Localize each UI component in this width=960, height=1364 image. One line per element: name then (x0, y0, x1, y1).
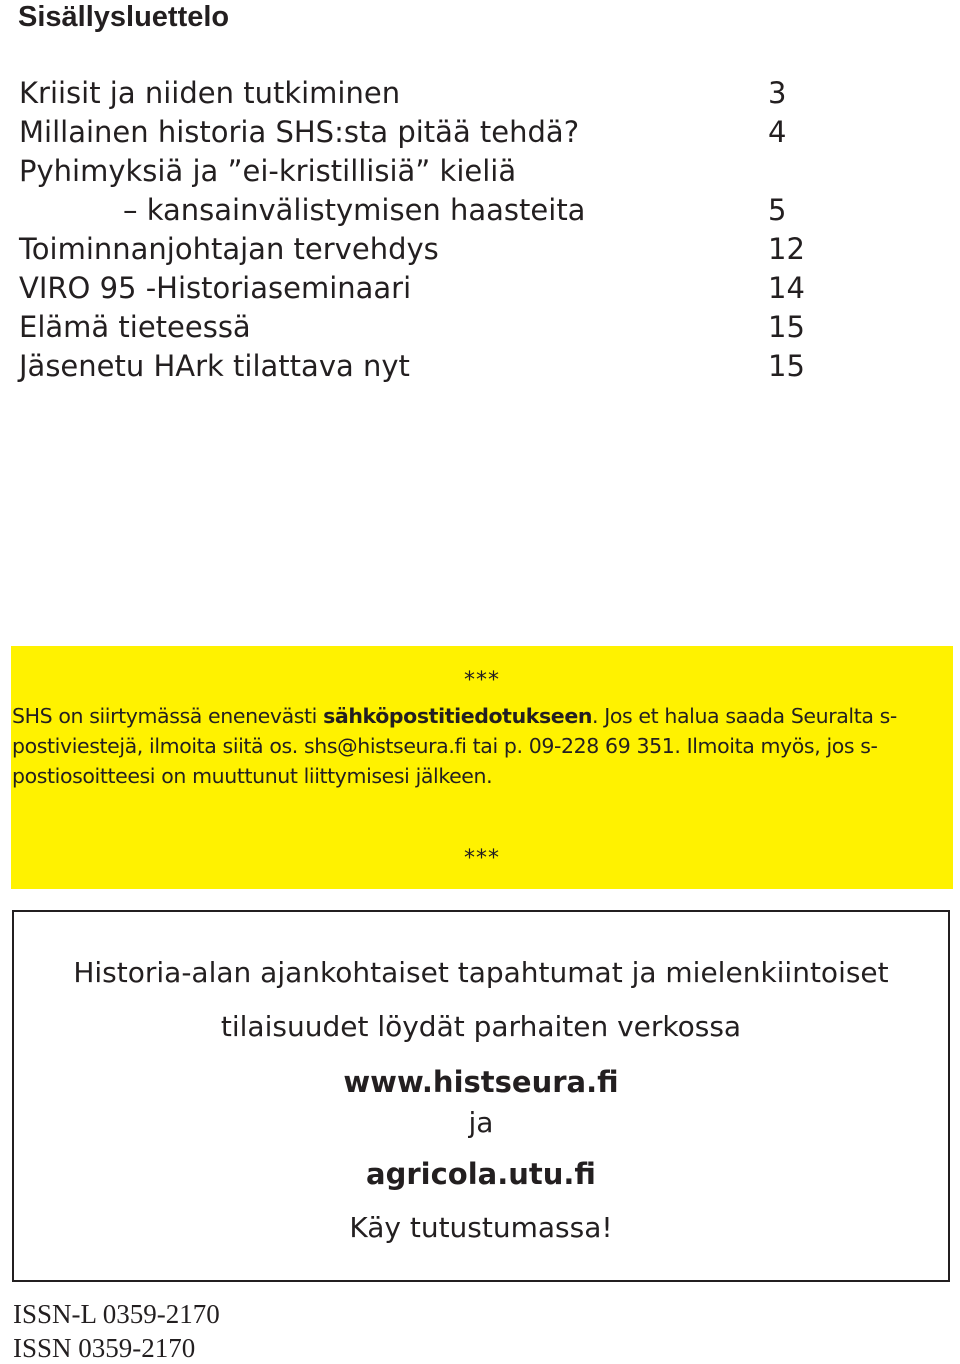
notice-text-start: SHS on siirtymässä enenevästi (12, 704, 324, 728)
toc-heading: Sisällysluettelo (18, 1, 230, 33)
notice-text (12, 701, 952, 791)
toc-entry (19, 269, 819, 308)
call-to-action: Käy tutustumassa! (349, 1211, 613, 1244)
toc-entry-page: 12 (768, 232, 805, 266)
toc-entry (19, 308, 819, 347)
toc-entry-title: – kansainvälistymisen haasteita (123, 193, 586, 227)
toc-entry-title: Millainen historia SHS:sta pitää tehdä? (19, 115, 580, 149)
toc-entry-page: 4 (768, 115, 787, 149)
toc-entry-page: 15 (768, 349, 805, 383)
toc-entry-title: Toiminnanjohtajan tervehdys (19, 232, 439, 266)
separator-stars: *** (464, 846, 500, 871)
toc-entry (19, 230, 819, 269)
connector-text: ja (468, 1106, 494, 1139)
toc-entry (19, 152, 819, 191)
toc-entry-title: VIRO 95 -Historiaseminaari (19, 271, 412, 305)
toc-entry-page: 5 (768, 193, 787, 227)
toc-entry-title: Elämä tieteessä (19, 310, 251, 344)
separator-stars: *** (464, 668, 500, 693)
table-of-contents (19, 74, 819, 386)
toc-entry-title: Jäsenetu HArk tilattava nyt (19, 349, 410, 383)
toc-entry (19, 347, 819, 386)
toc-entry-page: 3 (768, 76, 787, 110)
issn-number: ISSN 0359-2170 (13, 1333, 196, 1363)
toc-entry-title: Kriisit ja niiden tutkiminen (19, 76, 401, 110)
web-info-line: tilaisuudet löydät parhaiten verkossa (220, 1010, 742, 1043)
toc-entry-title: Pyhimyksiä ja ”ei-kristillisiä” kieliä (19, 154, 517, 188)
email-notice-box (11, 646, 953, 889)
histseura-link[interactable]: www.histseura.fi (343, 1065, 619, 1099)
web-info-box (12, 910, 950, 1282)
toc-entry-page: 15 (768, 310, 805, 344)
web-info-line: Historia-alan ajankohtaiset tapahtumat ja mielenkiintoiset (73, 956, 889, 989)
toc-entry-page: 14 (768, 271, 805, 305)
toc-entry (19, 113, 819, 152)
toc-entry (19, 74, 819, 113)
notice-text-bold: sähköpostitiedotukseen (323, 704, 593, 728)
toc-entry (19, 191, 819, 230)
notice-text-end: . Jos et halua saada Seuralta s-postiviestejä, ilmoita siitä os. shs@histseura.fi tai p. 09-228 69 351. Ilmoita myös, jos s-postiosoitteesi on muuttunut liittymisesi jälkeen. (12, 704, 897, 788)
agricola-link[interactable]: agricola.utu.fi (366, 1157, 596, 1191)
issn-l-number: ISSN-L 0359-2170 (13, 1299, 220, 1329)
